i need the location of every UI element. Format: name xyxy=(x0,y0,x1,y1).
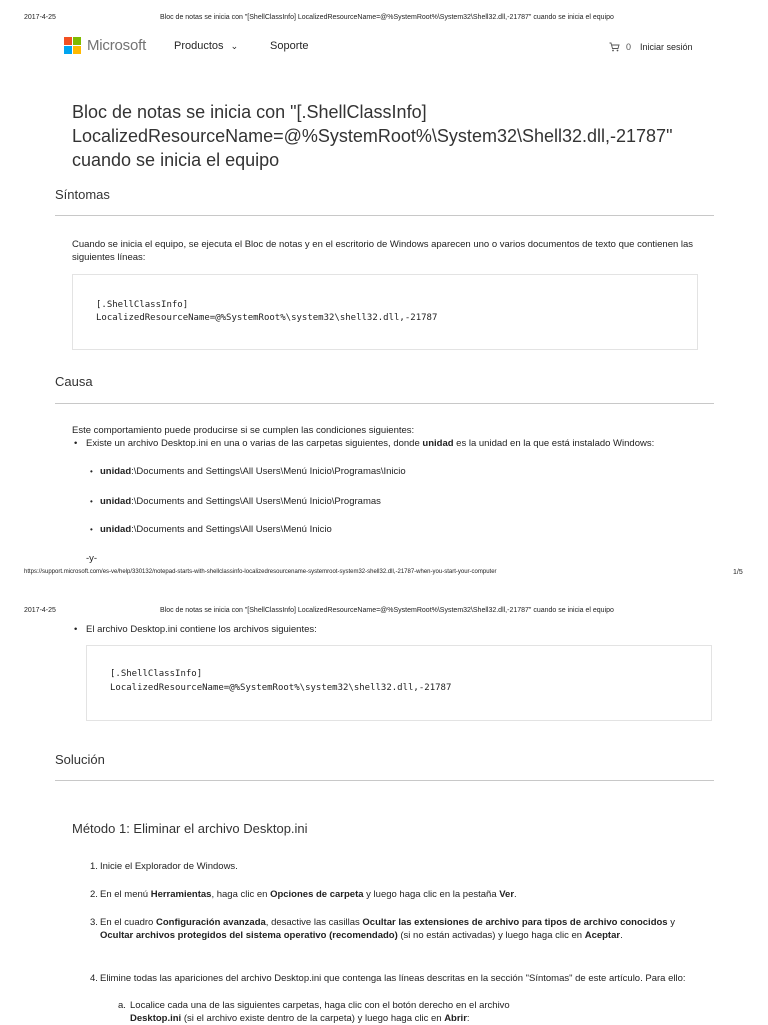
list-item: a. Localice cada una de las siguientes carpetas, haga clic con el botón derecho en el archivo Desktop.ini (si el archivo existe dentro de la carpeta) y luego haga clic en Abrir: xyxy=(118,1000,510,1024)
list-item: • Existe un archivo Desktop.ini en una o varias de las carpetas siguientes, donde unidad es la unidad en la que está instalado Windows: xyxy=(86,437,716,450)
list-item: 2. En el menú Herramientas, haga clic en Opciones de carpeta y luego haga clic en la pestaña Ver. xyxy=(90,889,517,900)
code-line: LocalizedResourceName=@%SystemRoot%\system32\shell32.dll,-21787 xyxy=(96,313,438,323)
cause-heading: Causa xyxy=(55,374,93,389)
nav-products-label: Productos xyxy=(174,40,224,52)
list-item: • unidad:\Documents and Settings\All Users\Menú Inicio\Programas xyxy=(100,495,381,508)
code-line: LocalizedResourceName=@%SystemRoot%\system32\shell32.dll,-21787 xyxy=(110,683,452,693)
cart-icon xyxy=(609,42,620,52)
list-item: • El archivo Desktop.ini contiene los archivos siguientes: xyxy=(86,623,317,636)
divider xyxy=(55,780,714,781)
print-date: 2017-4-25 xyxy=(24,607,56,614)
code-block xyxy=(86,645,712,721)
windows-logo-icon xyxy=(64,37,81,54)
nav-products-menu[interactable] xyxy=(174,40,238,52)
divider xyxy=(55,215,714,216)
signin-link[interactable]: Iniciar sesión xyxy=(640,42,693,52)
print-page-number: 1/5 xyxy=(733,569,743,576)
symptoms-text: Cuando se inicia el equipo, se ejecuta el Bloc de notas y en el escritorio de Windows aparecen uno o varios documentos de texto que contienen las siguientes líneas: xyxy=(72,239,694,263)
code-block xyxy=(72,274,698,350)
print-title: Bloc de notas se inicia con "[ShellClassInfo] LocalizedResourceName=@%SystemRoot%\System32\Shell32.dll,-21787" cuando se inicia el equipo xyxy=(160,607,614,614)
cart-count: 0 xyxy=(626,42,632,52)
print-date: 2017-4-25 xyxy=(24,14,56,21)
print-url: https://support.microsoft.com/es-ve/help/330132/notepad-starts-with-shellclassinfo-localizedresourcename-systemroot-system32-shell32.dll,-21787-when-you-start-your-computer xyxy=(24,569,497,575)
list-item: • unidad:\Documents and Settings\All Users\Menú Inicio\Programas\Inicio xyxy=(100,465,406,478)
list-item: 3. En el cuadro Configuración avanzada, desactive las casillas Ocultar las extensiones de archivo para tipos de archivo conocidos y Ocultar archivos protegidos del sistema operativo (recomendado) (si no están activadas) y luego haga clic en Aceptar. xyxy=(90,917,675,941)
brand-name: Microsoft xyxy=(87,37,147,54)
symptoms-heading: Síntomas xyxy=(55,187,110,202)
code-line: [.ShellClassInfo] xyxy=(110,669,203,679)
microsoft-logo[interactable] xyxy=(64,37,146,54)
print-title: Bloc de notas se inicia con "[ShellClassInfo] LocalizedResourceName=@%SystemRoot%\System32\Shell32.dll,-21787" cuando se inicia el equipo xyxy=(160,14,614,21)
method1-heading: Método 1: Eliminar el archivo Desktop.ini xyxy=(72,821,308,836)
nav-support-link[interactable]: Soporte xyxy=(270,40,309,52)
cart-button[interactable] xyxy=(609,42,631,52)
chevron-down-icon: ⌄ xyxy=(230,41,239,51)
divider xyxy=(55,403,714,404)
and-separator: -y- xyxy=(86,553,98,564)
list-item: 1. Inicie el Explorador de Windows. xyxy=(90,861,238,872)
list-item: 4. Elimine todas las apariciones del archivo Desktop.ini que contenga las líneas descritas en la sección "Síntomas" de este artículo. Para ello: xyxy=(90,973,686,984)
cause-intro: Este comportamiento puede producirse si se cumplen las condiciones siguientes: xyxy=(72,425,415,436)
code-line: [.ShellClassInfo] xyxy=(96,300,189,310)
article-title: Bloc de notas se inicia con "[.ShellClassInfo] LocalizedResourceName=@%SystemRoot%\System32\Shell32.dll,-21787" cuando se inicia el equipo xyxy=(72,102,673,170)
list-item: • unidad:\Documents and Settings\All Users\Menú Inicio xyxy=(100,523,332,536)
solution-heading: Solución xyxy=(55,752,105,767)
